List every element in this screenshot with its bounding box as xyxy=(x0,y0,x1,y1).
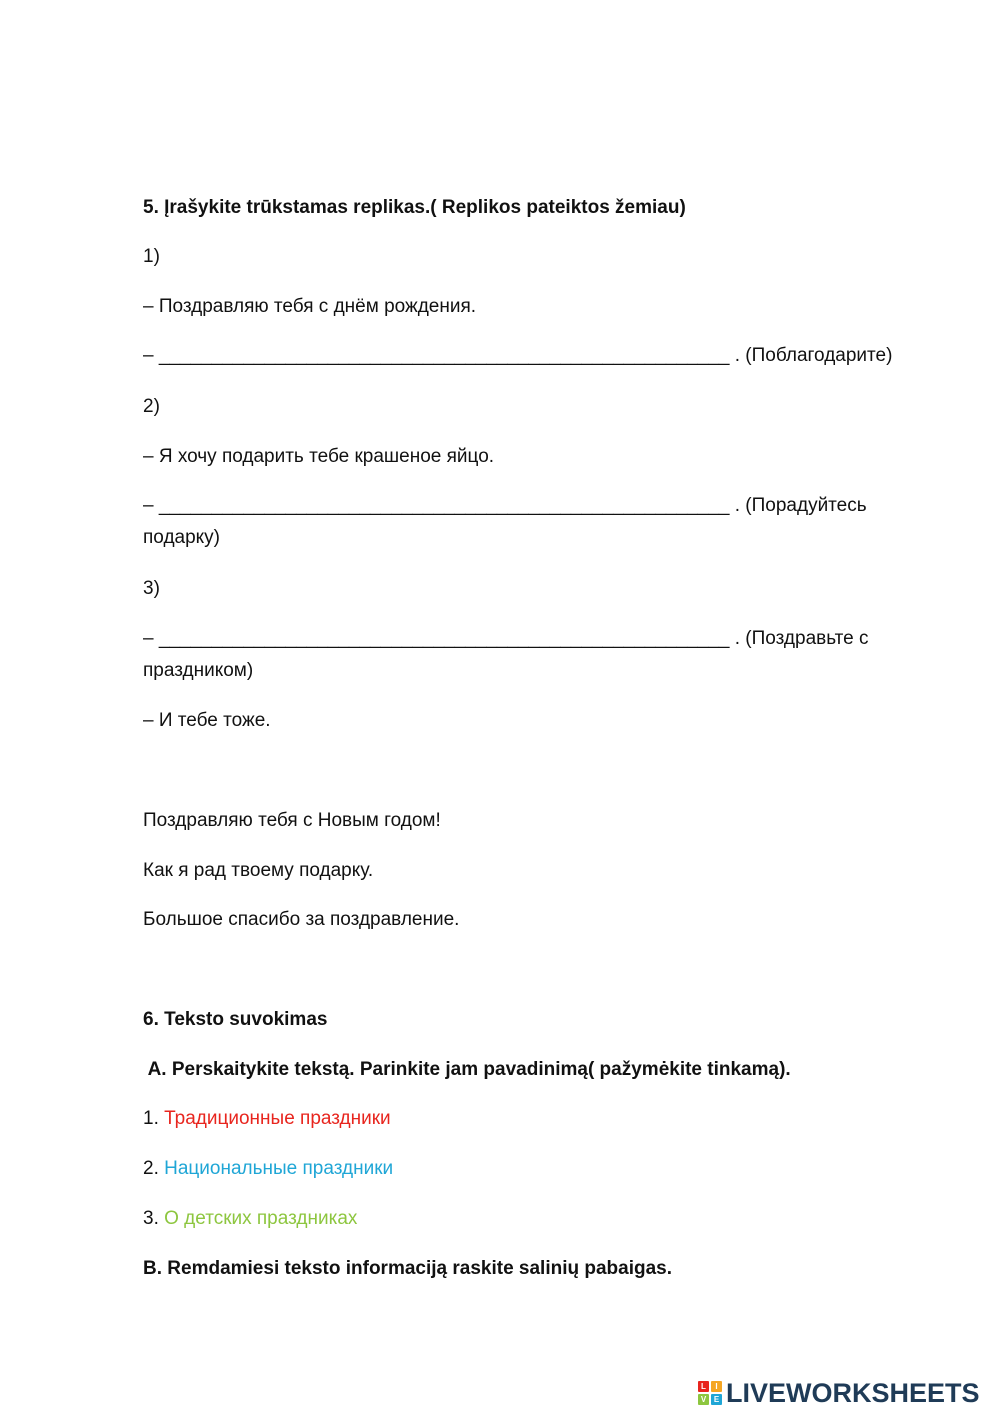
task5-heading: 5. Įrašykite trūkstamas replikas.( Replikos pateiktos žemiau) xyxy=(143,197,686,218)
task6-subtask-a: A. Perskaitykite tekstą. Parinkite jam pavadinimą( pažymėkite tinkamą). xyxy=(143,1059,791,1080)
title-option-2-text: Национальные праздники xyxy=(164,1158,394,1179)
replica-1: Поздравляю тебя с Новым годом! xyxy=(143,810,441,831)
dialogue-2-answer-line[interactable]: – ______________________________________________________ . (Порадуйтесь подарку) xyxy=(143,495,867,548)
dialogue-3-line-2: – И тебе тоже. xyxy=(143,710,271,731)
task6-subtask-b: B. Remdamiesi teksto informaciją raskite salinių pabaigas. xyxy=(143,1258,673,1279)
title-option-3[interactable] xyxy=(143,1207,357,1231)
dialogue-2-line-1: – Я хочу подарить тебе крашеное яйцо. xyxy=(143,446,495,467)
replica-3: Большое спасибо за поздравление. xyxy=(143,909,460,930)
replica-2: Как я рад твоему подарку. xyxy=(143,860,374,881)
dialogue-1-number: 1) xyxy=(143,246,160,267)
dialogue-1-answer-line[interactable]: – ______________________________________________________ . (Поблагодарите) xyxy=(143,345,893,366)
task6-heading: 6. Teksto suvokimas xyxy=(143,1009,328,1030)
dialogue-3-answer-line[interactable]: – ______________________________________________________ . (Поздравьте с праздником) xyxy=(143,628,869,681)
title-option-1-text: Традиционные праздники xyxy=(164,1108,391,1129)
title-option-3-text: О детских праздниках xyxy=(164,1208,358,1229)
logo-wordmark: LIVEWORKSHEETS xyxy=(726,1377,980,1408)
title-option-2-number: 2. xyxy=(143,1158,165,1179)
dialogue-3-number: 3) xyxy=(143,578,160,599)
liveworksheets-logo xyxy=(698,1376,980,1410)
title-option-3-number: 3. xyxy=(143,1208,165,1229)
dialogue-1-line-1: – Поздравляю тебя с днём рождения. xyxy=(143,296,477,317)
title-option-1-number: 1. xyxy=(143,1108,165,1129)
title-option-2[interactable] xyxy=(143,1157,393,1181)
logo-squares-icon: L I V E xyxy=(698,1381,722,1405)
dialogue-2-number: 2) xyxy=(143,396,160,417)
title-option-1[interactable] xyxy=(143,1107,391,1131)
